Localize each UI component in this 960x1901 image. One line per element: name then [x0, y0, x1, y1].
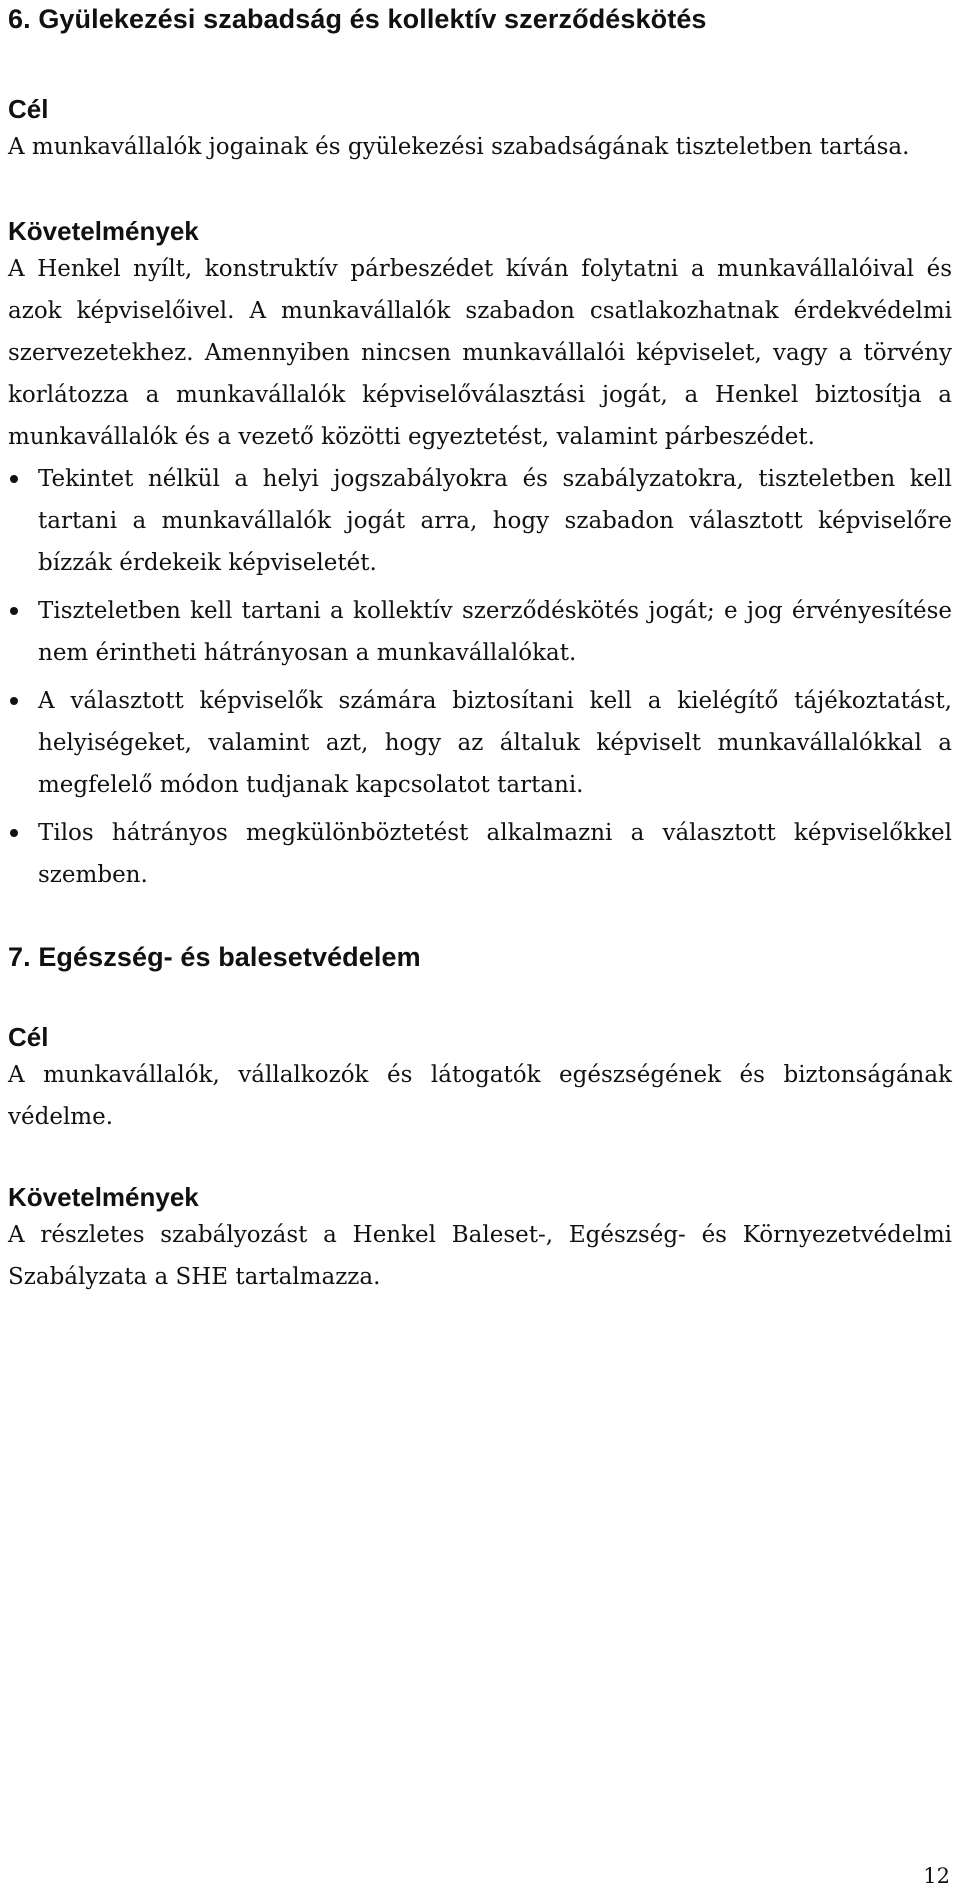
- bullet-icon: [10, 829, 18, 837]
- list-item: [8, 680, 952, 806]
- bullet-icon: [10, 475, 18, 483]
- section-6-goal-title: Cél: [8, 94, 49, 124]
- document-page: [8, 0, 952, 1298]
- section-6-bullet-list: [8, 458, 952, 896]
- page-number: 12: [923, 1864, 950, 1888]
- list-item: [8, 458, 952, 584]
- section-7-goal-text: A munkavállalók, vállalkozók és látogatók egészségének és biztonságának védelme.: [8, 1062, 952, 1130]
- list-item-text: Tekintet nélkül a helyi jogszabályokra és szabályzatokra, tiszteletben kell tartani a munkavállalók jogát arra, hogy szabadon választott képviselőre bízzák érdekeik képviseletét.: [38, 466, 952, 576]
- section-6-requirements-title: Követelmények: [8, 216, 199, 246]
- bullet-icon: [10, 697, 18, 705]
- list-item-text: Tilos hátrányos megkülönböztetést alkalmazni a választott képviselőkkel szemben.: [38, 820, 952, 888]
- section-7-heading: 7. Egészség- és balesetvédelem: [8, 942, 421, 972]
- section-7-goal-title: Cél: [8, 1022, 49, 1052]
- list-item: [8, 812, 952, 896]
- list-item-text: Tiszteletben kell tartani a kollektív szerződéskötés jogát; e jog érvényesítése nem érintheti hátrányosan a munkavállalókat.: [38, 598, 952, 666]
- bullet-icon: [10, 607, 18, 615]
- section-7-requirements-text: A részletes szabályozást a Henkel Baleset-, Egészség- és Környezetvédelmi Szabályzata a SHE tartalmazza.: [8, 1222, 952, 1290]
- section-7-requirements-title: Követelmények: [8, 1182, 199, 1212]
- list-item: [8, 590, 952, 674]
- section-6-goal-text: A munkavállalók jogainak és gyülekezési szabadságának tiszteletben tartása.: [8, 134, 910, 160]
- list-item-text: A választott képviselők számára biztosítani kell a kielégítő tájékoztatást, helyiségeket, valamint azt, hogy az általuk képviselt munkavállalókkal a megfelelő módon tudjanak kapcsolatot tartani.: [38, 688, 952, 798]
- section-6-requirements-text: A Henkel nyílt, konstruktív párbeszédet kíván folytatni a munkavállalóival és azok képviselőivel. A munkavállalók szabadon csatlakozhatnak érdekvédelmi szervezetekhez. Amennyiben nincsen munkavállalói képviselet, vagy a törvény korlátozza a munkavállalók képviselőválasztási jogát, a Henkel biztosítja a munkavállalók és a vezető közötti egyeztetést, valamint párbeszédet.: [8, 256, 952, 450]
- section-6-heading: 6. Gyülekezési szabadság és kollektív szerződéskötés: [8, 4, 707, 34]
